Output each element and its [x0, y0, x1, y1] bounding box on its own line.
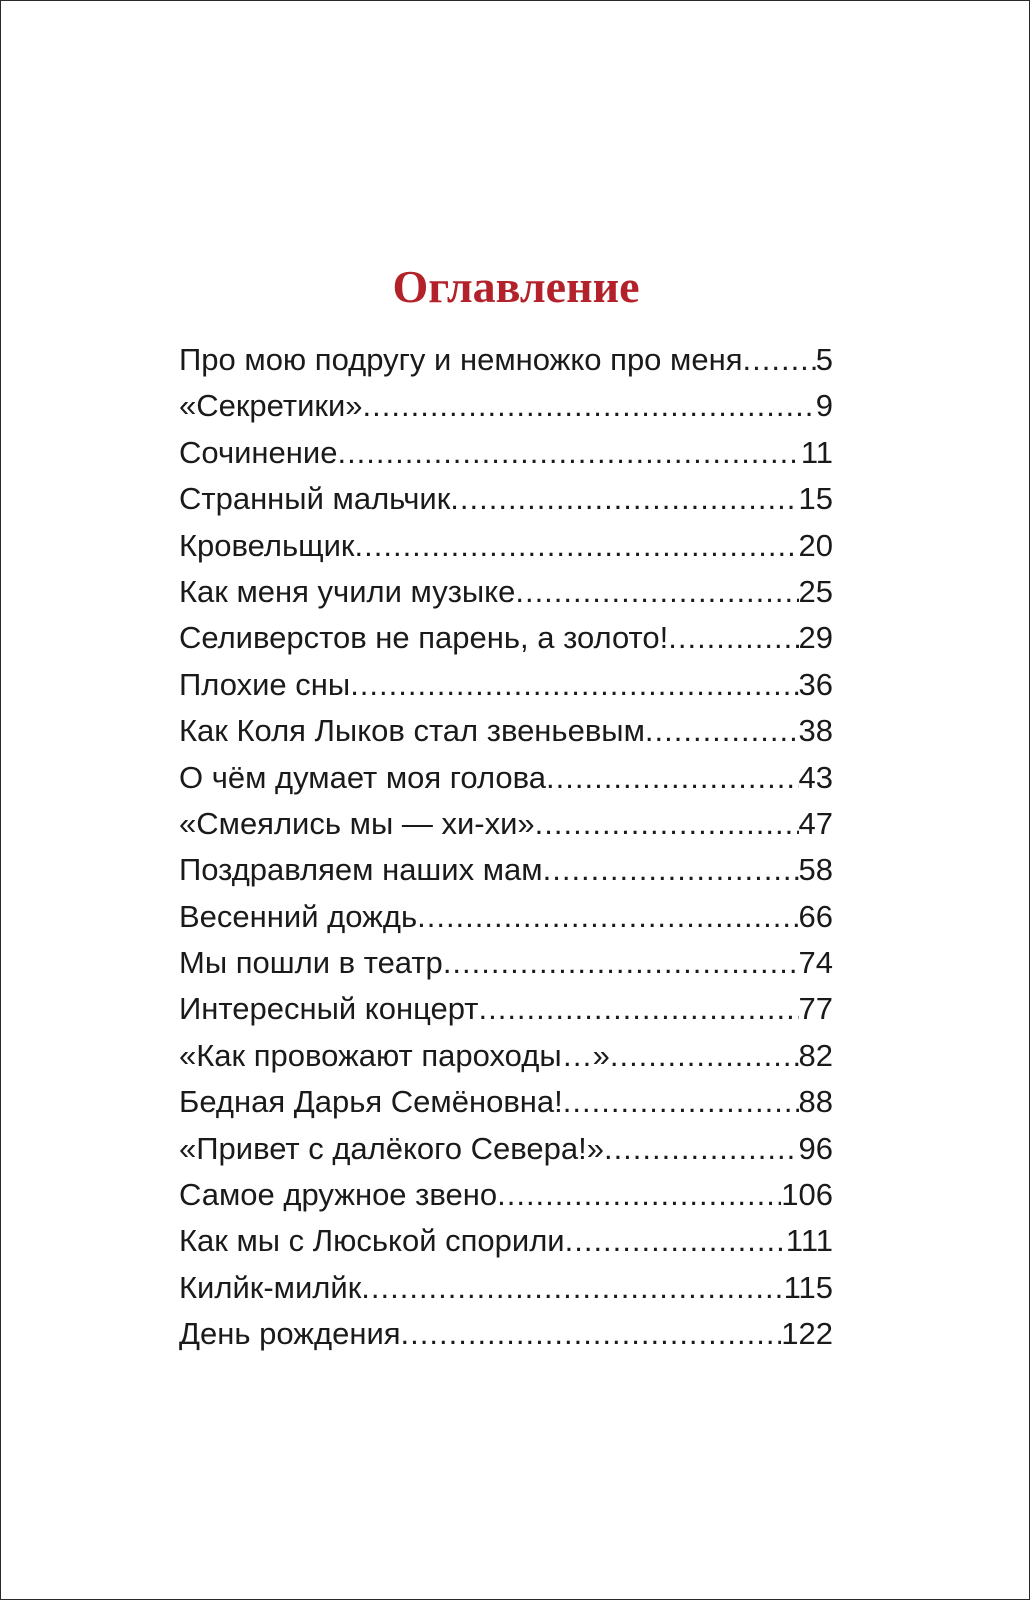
toc-entry — [179, 1223, 833, 1269]
toc-entry-page: 38 — [798, 713, 833, 749]
toc-entry-page: 29 — [798, 620, 833, 656]
toc-entry-title: «Привет с далёкого Севера!» — [179, 1130, 604, 1166]
dot-leader — [355, 528, 799, 564]
dot-leader — [363, 388, 816, 424]
toc-entry-page: 111 — [785, 1223, 833, 1259]
dot-leader — [417, 899, 798, 935]
toc-entry-page: 77 — [798, 991, 833, 1027]
toc-entry-page: 43 — [798, 759, 833, 795]
toc-entry — [179, 1131, 833, 1177]
toc-entry-title: Килйк-милйк — [179, 1269, 362, 1305]
toc-entry — [179, 574, 833, 620]
dot-leader — [515, 574, 798, 610]
dot-leader — [535, 806, 799, 842]
toc-entry-page: 82 — [798, 1037, 833, 1073]
toc-entry-title: «Секретики» — [179, 388, 363, 424]
toc-entry-page: 9 — [815, 388, 833, 424]
toc-entry-title: О чём думает моя голова — [179, 759, 547, 795]
toc-entry — [179, 481, 833, 527]
dot-leader — [610, 1038, 799, 1074]
toc-entry — [179, 342, 833, 388]
toc-entry-title: Самое дружное звено — [179, 1177, 498, 1213]
dot-leader — [668, 620, 798, 656]
toc-entry-page: 15 — [798, 481, 833, 517]
toc-entry-page: 58 — [798, 852, 833, 888]
toc-entry-page: 11 — [800, 434, 833, 470]
toc-entry-title: Весенний дождь — [179, 898, 418, 934]
toc-entry — [179, 1316, 833, 1362]
toc-entry-title: День рождения — [179, 1316, 401, 1352]
dot-leader — [443, 945, 799, 981]
toc-entry-page: 5 — [815, 342, 833, 377]
toc-entry-title: Странный мальчик — [179, 481, 451, 517]
dot-leader — [543, 852, 799, 888]
toc-entry-page: 66 — [798, 898, 833, 934]
toc-entry — [179, 852, 833, 898]
dot-leader — [546, 760, 798, 796]
toc-entry-page: 115 — [783, 1269, 833, 1305]
toc-entry — [179, 899, 833, 945]
toc-entry-page: 20 — [798, 527, 833, 563]
dot-leader — [401, 1316, 782, 1352]
table-of-contents — [179, 342, 833, 1363]
toc-entry-title: Плохие сны — [179, 666, 351, 702]
dot-leader — [478, 991, 798, 1027]
toc-entry-title: Селиверстов не парень, а золото! — [179, 620, 669, 656]
toc-entry-title: Про мою подругу и немножко про меня — [179, 342, 743, 377]
toc-entry-title: Как мы с Люськой спорили — [179, 1223, 565, 1259]
toc-entry-title: Бедная Дарья Семёновна! — [179, 1084, 563, 1120]
toc-entry — [179, 620, 833, 666]
dot-leader — [361, 1270, 783, 1306]
toc-entry-title: Как Коля Лыков стал звеньевым — [179, 713, 645, 749]
toc-entry-title: Как меня учили музыке — [179, 573, 516, 609]
toc-entry-page: 25 — [798, 573, 833, 609]
toc-entry — [179, 760, 833, 806]
toc-entry — [179, 1177, 833, 1223]
toc-entry-title: Мы пошли в театр — [179, 945, 443, 981]
toc-entry-page: 106 — [781, 1177, 833, 1213]
toc-entry-title: Сочинение — [179, 434, 338, 470]
toc-entry — [179, 667, 833, 713]
dot-leader — [645, 713, 799, 749]
toc-entry — [179, 991, 833, 1037]
dot-leader — [563, 1084, 799, 1120]
toc-entry-title: «Смеялись мы — хи-хи» — [179, 805, 535, 841]
dot-leader — [604, 1131, 799, 1167]
toc-entry-page: 36 — [798, 666, 833, 702]
toc-entry-title: Поздравляем наших мам — [179, 852, 543, 888]
toc-entry — [179, 713, 833, 759]
toc-entry — [179, 1038, 833, 1084]
toc-entry-page: 74 — [798, 945, 833, 981]
toc-entry-title: «Как провожают пароходы…» — [179, 1037, 610, 1073]
toc-entry-page: 96 — [798, 1130, 833, 1166]
toc-entry-page: 88 — [798, 1084, 833, 1120]
toc-entry — [179, 1084, 833, 1130]
toc-entry — [179, 528, 833, 574]
page-title: Оглавление — [392, 261, 640, 312]
toc-entry-page: 122 — [781, 1316, 833, 1352]
toc-entry-title: Кровельщик — [179, 527, 355, 563]
toc-entry — [179, 435, 833, 481]
toc-entry-title: Интересный концерт — [179, 991, 479, 1027]
dot-leader — [497, 1177, 781, 1213]
dot-leader — [565, 1223, 786, 1259]
toc-entry-page: 47 — [798, 805, 833, 841]
dot-leader — [350, 667, 798, 703]
dot-leader — [743, 342, 816, 378]
dot-leader — [450, 481, 798, 517]
toc-entry — [179, 945, 833, 991]
toc-entry — [179, 806, 833, 852]
toc-entry — [179, 1270, 833, 1316]
toc-entry — [179, 388, 833, 434]
dot-leader — [337, 435, 800, 471]
